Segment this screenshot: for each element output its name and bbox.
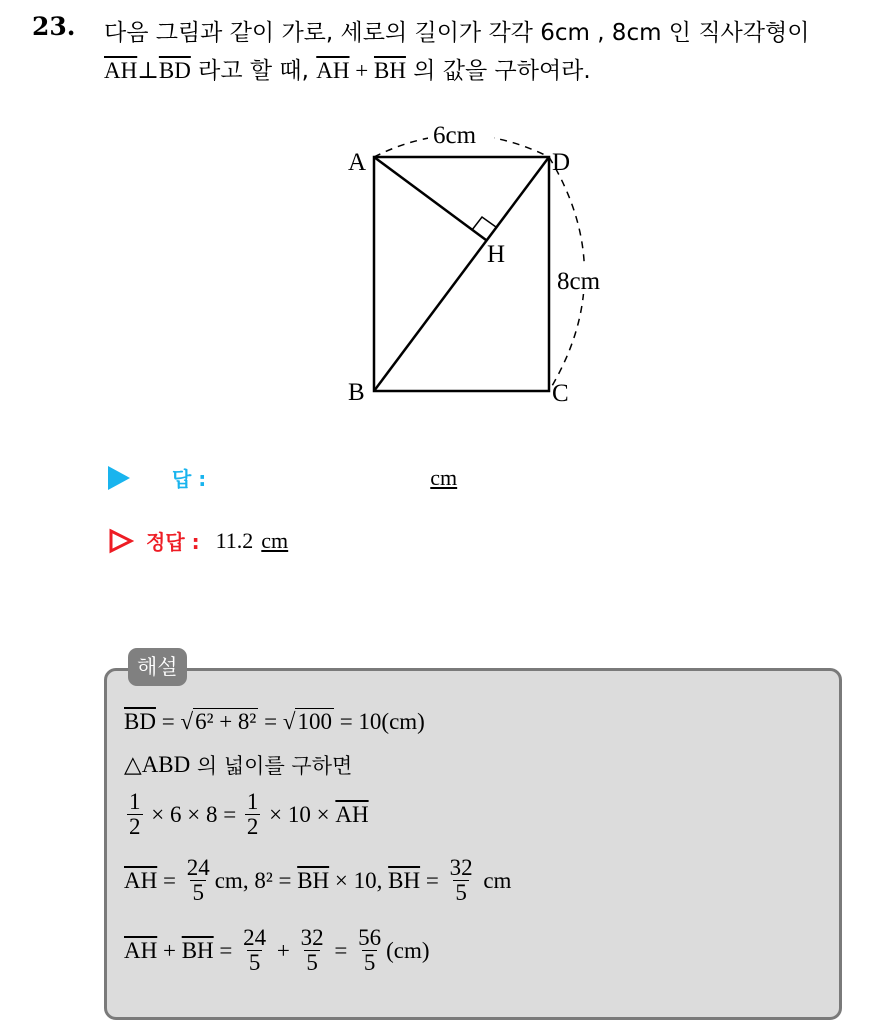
numerator: 1: [246, 789, 259, 814]
correct-value: 11.2: [215, 527, 254, 553]
diagonal-bd: [374, 157, 549, 391]
solution-text: 의 넓이를 구하면: [190, 754, 353, 778]
segment-ah: $\overline{AH}$: [104, 58, 138, 83]
outline-triangle-icon: [108, 528, 134, 554]
label-a: A: [348, 149, 367, 176]
segment-bd: $\overline{BD}$: [124, 708, 156, 734]
equals: =: [157, 867, 182, 893]
correct-unit: cm: [261, 527, 289, 553]
equals: =: [420, 867, 445, 893]
numerator: 56: [358, 925, 382, 950]
right-angle-mark: [472, 217, 496, 230]
numerator: 32: [449, 855, 473, 880]
expression: cm, 8² =: [214, 867, 298, 893]
segment-ah: $\overline{AH}$: [335, 801, 369, 827]
plus: +: [157, 937, 182, 963]
answer-triangle-icon: [108, 466, 130, 490]
segment-bh: $\overline{BH}$: [297, 867, 330, 893]
denominator: 5: [248, 950, 261, 976]
equals: =: [155, 708, 181, 734]
label-c: C: [552, 380, 569, 407]
numerator: 24: [186, 855, 210, 880]
fraction: [356, 926, 383, 975]
expression: × 6 × 8 =: [145, 801, 242, 827]
plus-symbol: +: [349, 58, 374, 83]
unit: cm: [477, 867, 512, 893]
question-text: 라고 할 때,: [190, 58, 317, 84]
plus: +: [271, 937, 296, 963]
fraction: [448, 856, 475, 905]
denominator: 5: [306, 950, 318, 976]
answer-unit: cm: [430, 464, 458, 490]
segment-bh: $\overline{BH}$: [388, 867, 421, 893]
solution-line-5: [124, 926, 430, 975]
solution-tab: 해설: [128, 648, 187, 686]
fraction: [299, 926, 326, 975]
segment-bh: $\overline{BH}$: [181, 937, 214, 963]
answer-label: 답 :: [172, 467, 207, 491]
denominator: 5: [363, 950, 376, 976]
segment-ah: $\overline{AH}$: [124, 867, 158, 893]
question-text: 의 값을 구하여라.: [405, 58, 591, 84]
equals: =: [213, 937, 239, 963]
expression: × 10 ×: [263, 801, 336, 827]
expression: × 10,: [329, 867, 389, 893]
solution-line-3: [124, 790, 369, 839]
denominator: 2: [129, 814, 141, 840]
radicand: 6² + 8²: [195, 709, 257, 734]
fraction: [245, 790, 261, 839]
triangle-abd: △ABD: [124, 752, 191, 777]
fraction: [241, 926, 268, 975]
segment-ah-line: [374, 157, 486, 240]
perp-symbol: ⊥: [137, 58, 159, 83]
fraction: [127, 790, 143, 839]
result: = 10(cm): [333, 708, 425, 734]
question-line-1: 다음 그림과 같이 가로, 세로의 길이가 각각 6cm , 8cm 인 직사각형이: [104, 20, 810, 46]
denominator: 5: [455, 880, 467, 906]
sqrt-expression: √ 100: [282, 709, 332, 734]
label-b: B: [348, 379, 365, 406]
numerator: 24: [243, 925, 267, 950]
segment-ah: $\overline{AH}$: [124, 937, 158, 963]
label-h: H: [487, 241, 506, 268]
label-d: D: [552, 149, 571, 176]
correct-answer-row: [108, 526, 288, 555]
segment-ah: $\overline{AH}$: [316, 58, 350, 83]
rectangle-figure: [330, 110, 630, 420]
answer-row: [108, 463, 457, 492]
width-label: 6cm: [433, 122, 477, 149]
denominator: 2: [246, 814, 259, 840]
numerator: 32: [300, 925, 324, 950]
denominator: 5: [192, 880, 204, 906]
solution-line-4: [124, 856, 511, 905]
equals: =: [258, 708, 283, 734]
height-label: 8cm: [557, 268, 601, 295]
question-number: 23.: [32, 12, 76, 41]
numerator: 1: [129, 789, 141, 814]
equals: =: [328, 937, 354, 963]
question-line-2: [104, 52, 591, 85]
correct-label: 정답 :: [146, 530, 200, 554]
radicand: 100: [297, 709, 332, 734]
fraction: [185, 856, 212, 905]
unit: (cm): [386, 937, 430, 963]
solution-line-1: [124, 708, 425, 735]
solution-line-2: [124, 750, 352, 780]
segment-bh: $\overline{BH}$: [373, 58, 406, 83]
segment-bd: $\overline{BD}$: [158, 58, 191, 83]
sqrt-expression: √ 6² + 8²: [180, 709, 257, 734]
